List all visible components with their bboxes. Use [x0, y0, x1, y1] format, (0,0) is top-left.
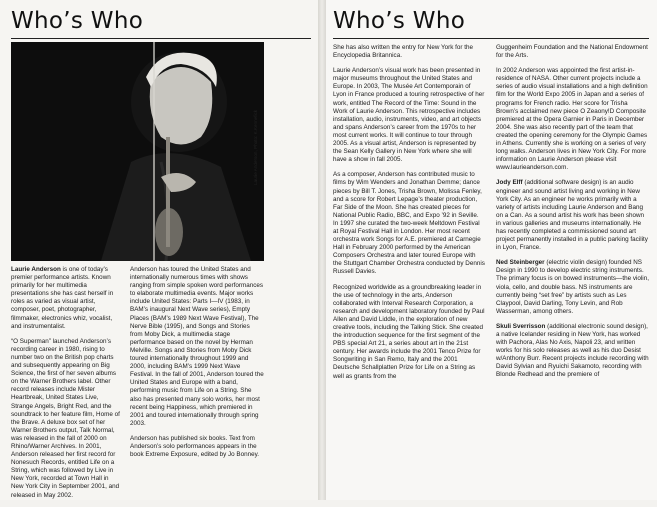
left-column-2: Anderson has toured the United States and internationally numerous times with shows ranging from simple spoken word performances to elaborate multimedia events. Major works include United States: Parts I—IV (1983, in BAM’s inaugural Next Wave series), Empty Places (BAM’s 1989 Next Wave Festival), The Nerve Bible (1995), and Songs and Stories from Moby Dick, a multimedia stage performance based on the novel by Herman Melville. Songs and Stories from Moby Dick toured internationally throughout 1999 and 2000, including BAM’s 1999 Next Wave Festival. In the fall of 2001, Anderson toured the United States and Europe with a band, performing music from Life on a String. She also has presented many solo works, her most recent being Happiness, which premiered in 2001 and toured internationally through spring 2003. Anderson has published six books. Text from Anderson’s solo performances appears in the book Extreme Exposure, edited by Jo Bonney.	[130, 266, 264, 459]
left-column-1: Laurie Anderson is one of today’s premier performance artists. Known primarily for her multimedia presentations she has cast herself in roles as varied as visual artist, composer, poet, photographer, filmmaker, electronics whiz, vocalist, and instrumentalist. “O Superman” launched Anderson’s recording career in 1980, rising to number two on the British pop charts and subsequently appearing on Big Science, the first of her seven albums on the Warner Brothers label. Other record releases include Mister Heartbreak, United States Live, Strange Angels, Bright Red, and the soundtrack to her feature film, Home of the Brave. A deluxe box set of her Warner Brothers output, Talk Normal, was released in the fall of 2000 on Rhino/Warner Archives. In 2001, Anderson released her first record for Nonesuch Records, entitled Life on a String, which was followed by Live in New York, recorded at Town Hall in New York City in September 2001, and released in May 2002.	[11, 266, 120, 499]
page-title: Who’s Who	[11, 8, 144, 34]
right-column-1: She has also written the entry for New York for the Encyclopedia Britannica. Laurie Anderson’s visual work has been presented in major museums throughout the United States and Europe. In 2003, The Musée Art Contemporain of Lyon in France produced a touring retrospective of her work, entitled The Record of the Time: Sound in the Work of Laurie Anderson. This retrospective includes installation, audio, instruments, video, and art objects and spans Anderson’s career from the 1970s to her most current works. It will continue to tour through 2005. As a visual artist, Anderson is represented by the Sean Kelly Gallery in New York where she will have a show in fall 2005. As a composer, Anderson has contributed music to films by Wim Wenders and Jonathan Demme; dance pieces by Bill T. Jones, Trisha Brown, Molissa Fenley, and a score for Robert Lepage’s theater production, Far Side of the Moon. She has created pieces for National Public Radio, BBC, and Expo ’92 in Seville. In 1997 she curated the two-week Meltdown Festival at Royal Festival Hall in London. Her most recent orchestra work Songs for A.E. premiered at Carnegie Hall in February 2000 performed by the American Composers Orchestra and later toured Europe with the Stuttgart Chamber Orchestra conducted by Dennis Russell Davies. Recognized worldwide as a groundbreaking leader in the use of technology in the arts, Anderson collaborated with Interval Research Corporation, a research and development laboratory founded by Paul Allen and David Liddle, in the exploration of new creative tools, including the Talking Stick. She created the introduction sequence for the first segment of the PBS special Art 21, a series about art in the 21st century. Her awards include the 2001 Tenco Prize for Songwriting in San Remo, Italy and the 2001 Deutsche Schallplatten Prize for Life on a String as well as grants from the	[333, 44, 485, 380]
bio-name-skuli-sverrisson: Skuli Sverrisson	[496, 322, 546, 330]
artist-photo	[11, 42, 264, 261]
bio-name-jody-elff: Jody Elff	[496, 179, 523, 187]
artist-photo-illustration	[11, 42, 264, 261]
right-column-2: Guggenheim Foundation and the National Endowment for the Arts. In 2002 Anderson was appointed the first artist-in-residence of NASA. Other current projects include a series of audio visual installations and a high definition film for the World Expo 2005 in Japan and a series of programs for French radio. Her score for Trisha Brown’s acclaimed new piece O Zeaony!D Composite premiered at the Opera Garnier in Paris in December 2004. She was also recently part of the team that created the opening ceremony for the Olympic Games in Athens. Currently she is working on a series of very long walks. Anderson lives in New York City. For more information on Laurie Anderson please visit www.laurieanderson.com. Jody Elff (additional software design) is an audio engineer and sound artist living and working in New York City. As an engineer he works primarily with a variety of artists including Laurie Anderson and Bang on a Can. As a sound artist his work has been shown in various galleries and museums internationally. He has recently completed a commissioned sound art project permanently installed in a public parking facility in Lyon, France. Ned Steinberger (electric violin design) founded NS Design in 1990 to develop electric string instruments. The primary focus is on bowed instruments—the violin, viola, cello, and double bass. NS instruments are currently being “set free” by artists such as Les Claypool, David Darling, Tony Levin, and Rob Wasserman, among others. Skuli Sverrisson (additional electronic sound design), a native Icelander residing in New York, has worked with Pachora, Alas No Axis, Napoli 23, and written works for his solo releases as well as his duo Desist w/Anthony Burr. Recent projects include recording with David Sylvian and Ryuichi Sakamoto, recording with Blonde Redhead and the premiere of	[496, 44, 649, 379]
page-title: Who’s Who	[333, 8, 466, 34]
left-page	[0, 0, 318, 500]
bio-name-ned-steinberger: Ned Steinberger	[496, 259, 545, 267]
artist-name: Laurie Anderson	[11, 266, 61, 273]
right-page	[326, 0, 657, 500]
title-rule	[333, 38, 649, 39]
page-gutter	[318, 0, 326, 500]
photo-credit: Laurie Anderson, Photo: K.Kennefick	[253, 109, 258, 185]
title-rule	[11, 38, 311, 39]
